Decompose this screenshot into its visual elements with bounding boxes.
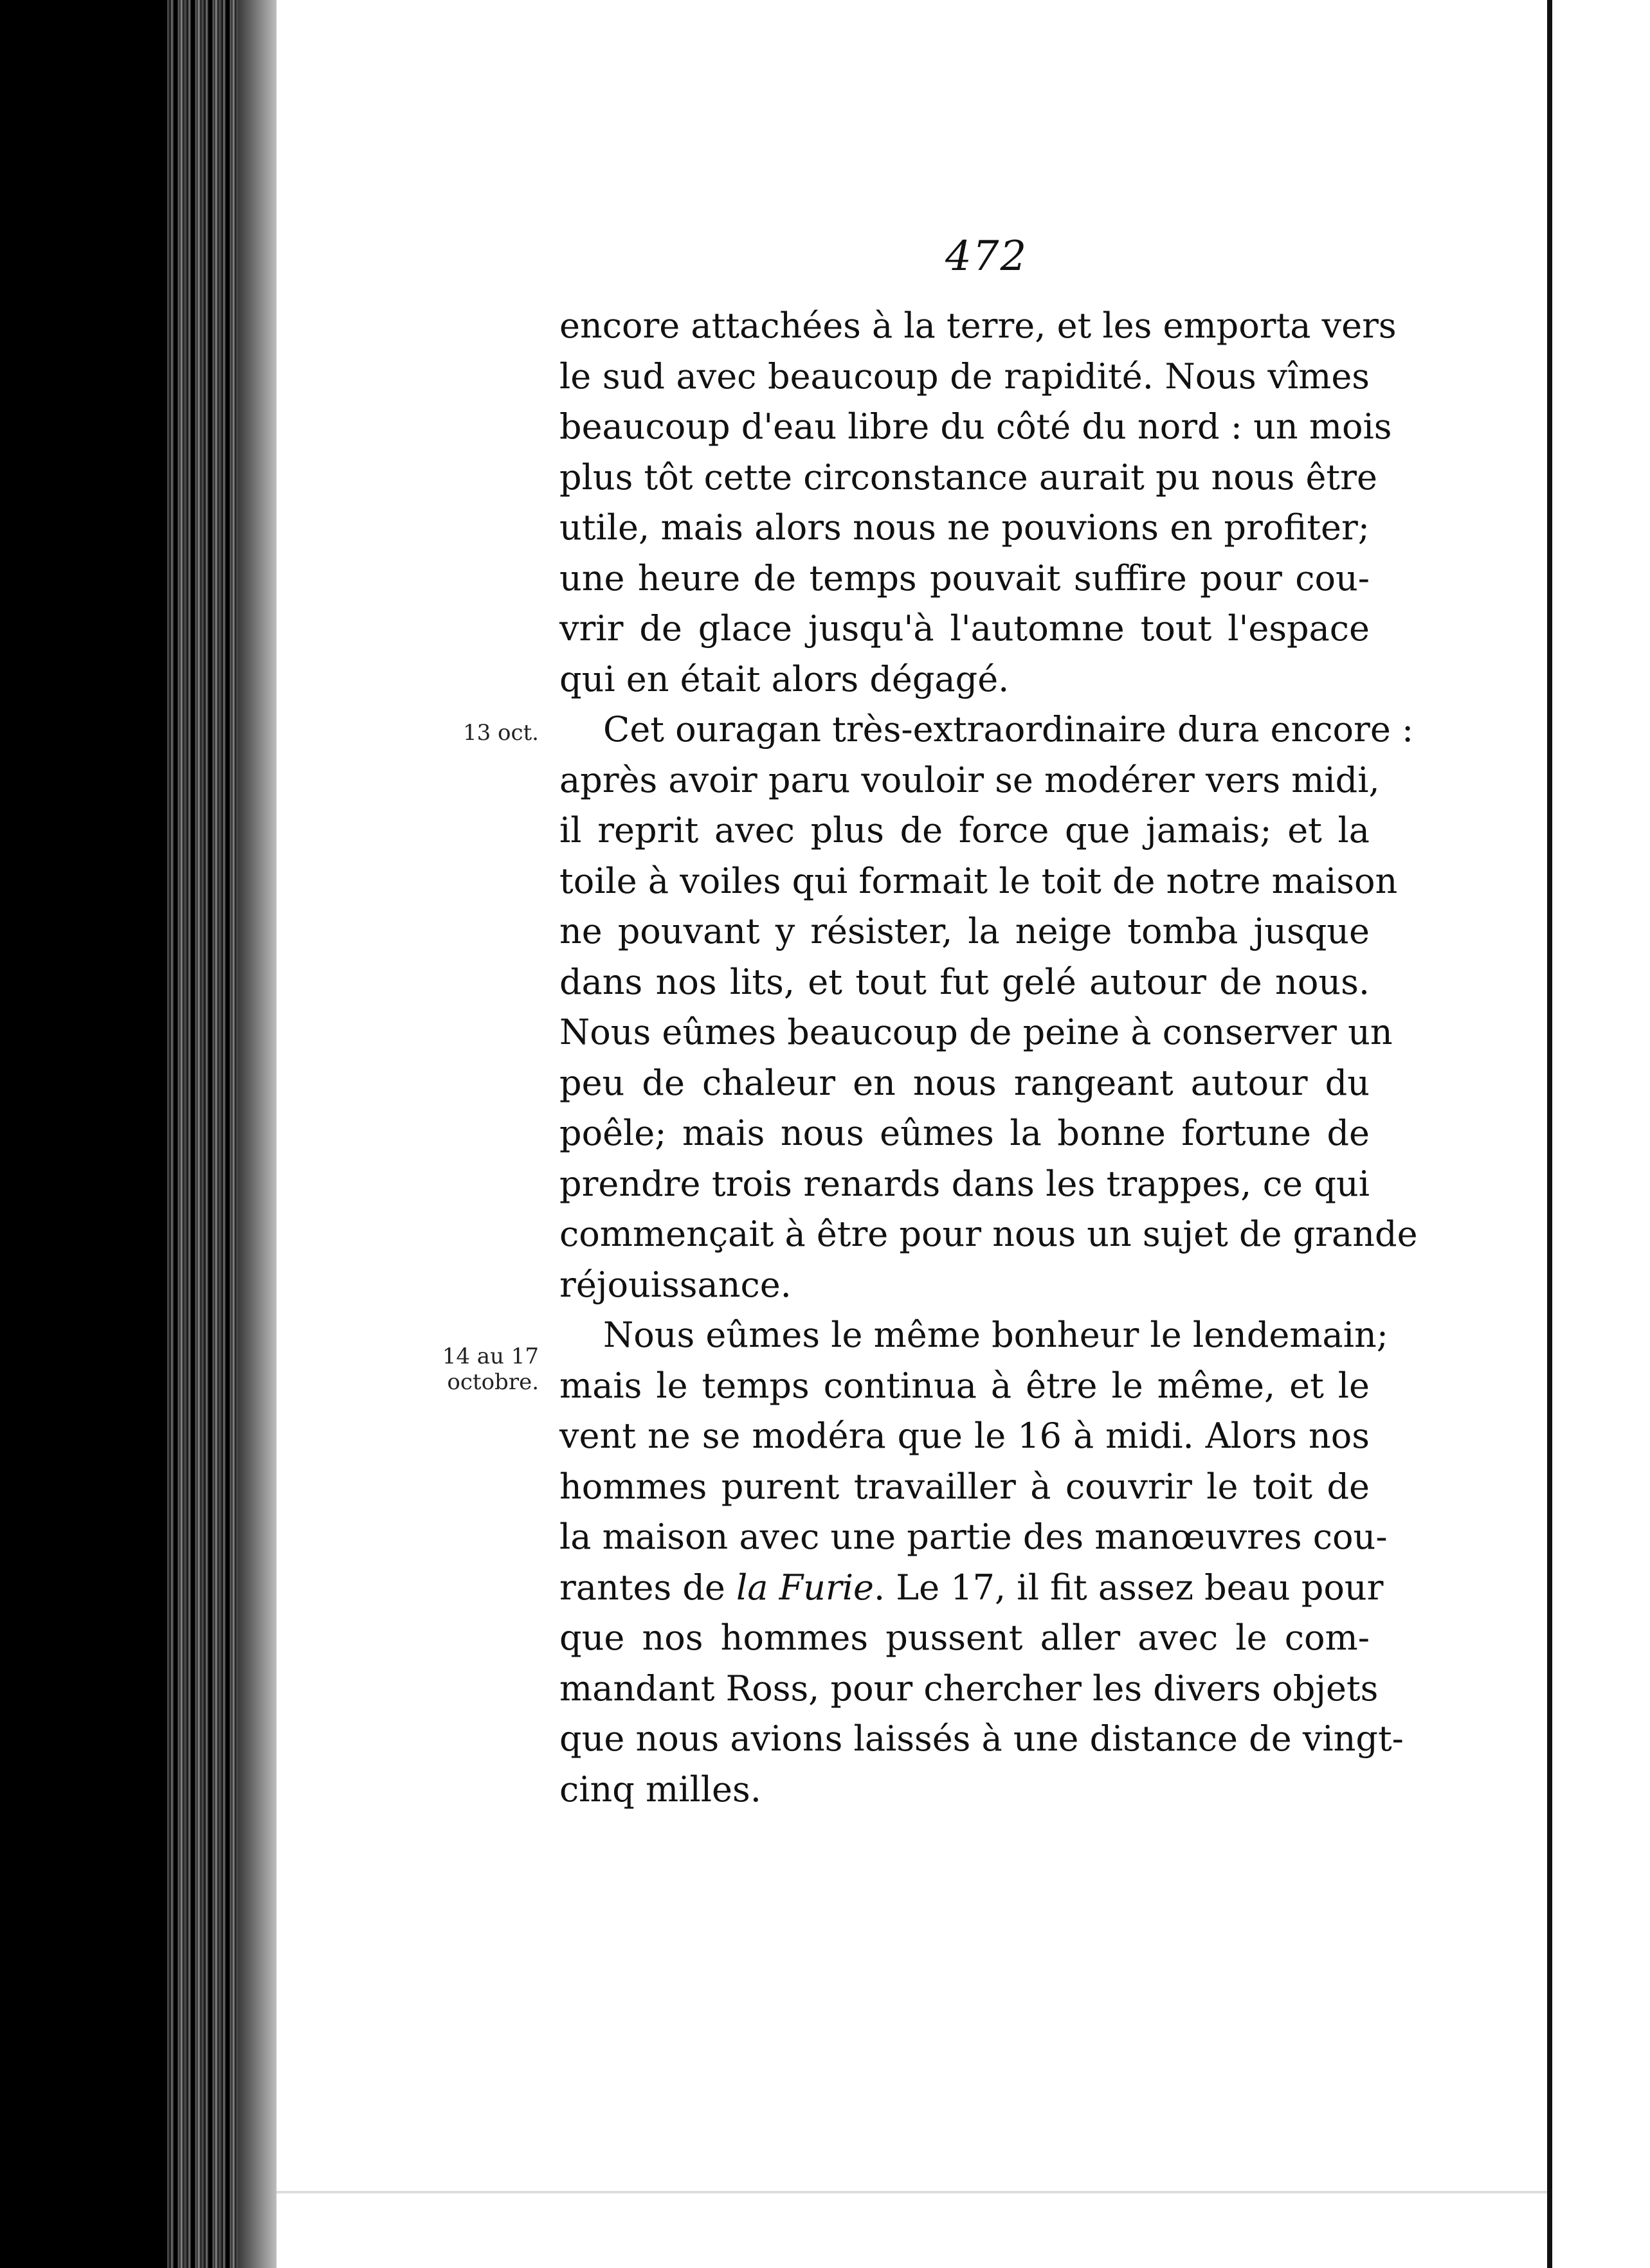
- next-page-edge: [1547, 0, 1650, 2268]
- text-line: beaucoup d'eau libre du côté du nord : un mois: [559, 406, 1392, 447]
- text-line: plus tôt cette circonstance aurait pu nous être: [559, 456, 1377, 498]
- text-line: vent ne se modéra que le 16 à midi. Alors nos: [559, 1416, 1370, 1456]
- text-line: utile, mais alors nous ne pouvions en profiter;: [559, 507, 1370, 548]
- text-line: une heure de temps pouvait suffire pour cou-: [559, 557, 1370, 598]
- text-line: Cet ouragan très-extraordinaire dura encore :: [603, 709, 1414, 750]
- text-line: ne pouvant y résister, la neige tomba jusque: [559, 911, 1370, 951]
- margin-note-line: 13 oct.: [462, 720, 539, 746]
- margin-note-line: octobre.: [447, 1369, 539, 1395]
- text-line: après avoir paru vouloir se modérer vers midi,: [559, 759, 1380, 800]
- text-line: peu de chaleur en nous rangeant autour du: [559, 1062, 1370, 1103]
- text-line: Nous eûmes le même bonheur le lendemain;: [603, 1315, 1388, 1355]
- margin-note-line: 14 au 17: [442, 1344, 539, 1369]
- text-line: mandant Ross, pour chercher les divers objets: [559, 1668, 1379, 1709]
- text-line: que nous avions laissés à une distance de vingt-: [559, 1718, 1404, 1759]
- text-fragment: rantes de: [559, 1567, 725, 1608]
- text-line: mais le temps continua à être le même, et le: [559, 1365, 1370, 1406]
- text-line-with-italic: [559, 1563, 1384, 1614]
- margin-note-date: [417, 720, 539, 746]
- paragraph: [559, 705, 1418, 1310]
- paragraph: [559, 301, 1397, 705]
- text-fragment: . Le 17, il fit assez beau pour: [873, 1567, 1384, 1608]
- text-line: poêle; mais nous eûmes la bonne fortune de: [559, 1113, 1370, 1153]
- book-page: [277, 0, 1547, 2178]
- text-line: commençait à être pour nous un sujet de grande: [559, 1214, 1418, 1254]
- text-line: réjouissance.: [559, 1264, 792, 1305]
- text-line: prendre trois renards dans les trappes, ce qui: [559, 1163, 1370, 1204]
- page-number: 472: [945, 233, 1028, 280]
- text-line: qui en était alors dégagé.: [559, 658, 1010, 699]
- text-line: il reprit avec plus de force que jamais; et la: [559, 810, 1370, 851]
- text-line: encore attachées à la terre, et les emporta vers: [559, 305, 1397, 346]
- text-line: hommes purent travailler à couvrir le toit de: [559, 1466, 1370, 1507]
- paragraph: [559, 1310, 1404, 1815]
- ship-name-italic: la Furie: [736, 1567, 874, 1608]
- text-line: vrir de glace jusqu'à l'automne tout l'espace: [559, 608, 1370, 649]
- text-line: cinq milles.: [559, 1769, 761, 1810]
- body-text: [559, 301, 1418, 1815]
- book-binding: [0, 0, 277, 2268]
- text-line: la maison avec une partie des manœuvres cou-: [559, 1516, 1388, 1557]
- margin-note-date-range: [417, 1344, 539, 1395]
- text-line: que nos hommes pussent aller avec le com-: [559, 1617, 1370, 1658]
- text-line: dans nos lits, et tout fut gelé autour de nous.: [559, 961, 1370, 1002]
- text-line: toile à voiles qui formait le toit de notre maison: [559, 860, 1398, 901]
- text-line: le sud avec beaucoup de rapidité. Nous vîmes: [559, 356, 1370, 397]
- page-bottom-margin: [277, 2178, 1547, 2268]
- text-line: Nous eûmes beaucoup de peine à conserver un: [559, 1012, 1393, 1052]
